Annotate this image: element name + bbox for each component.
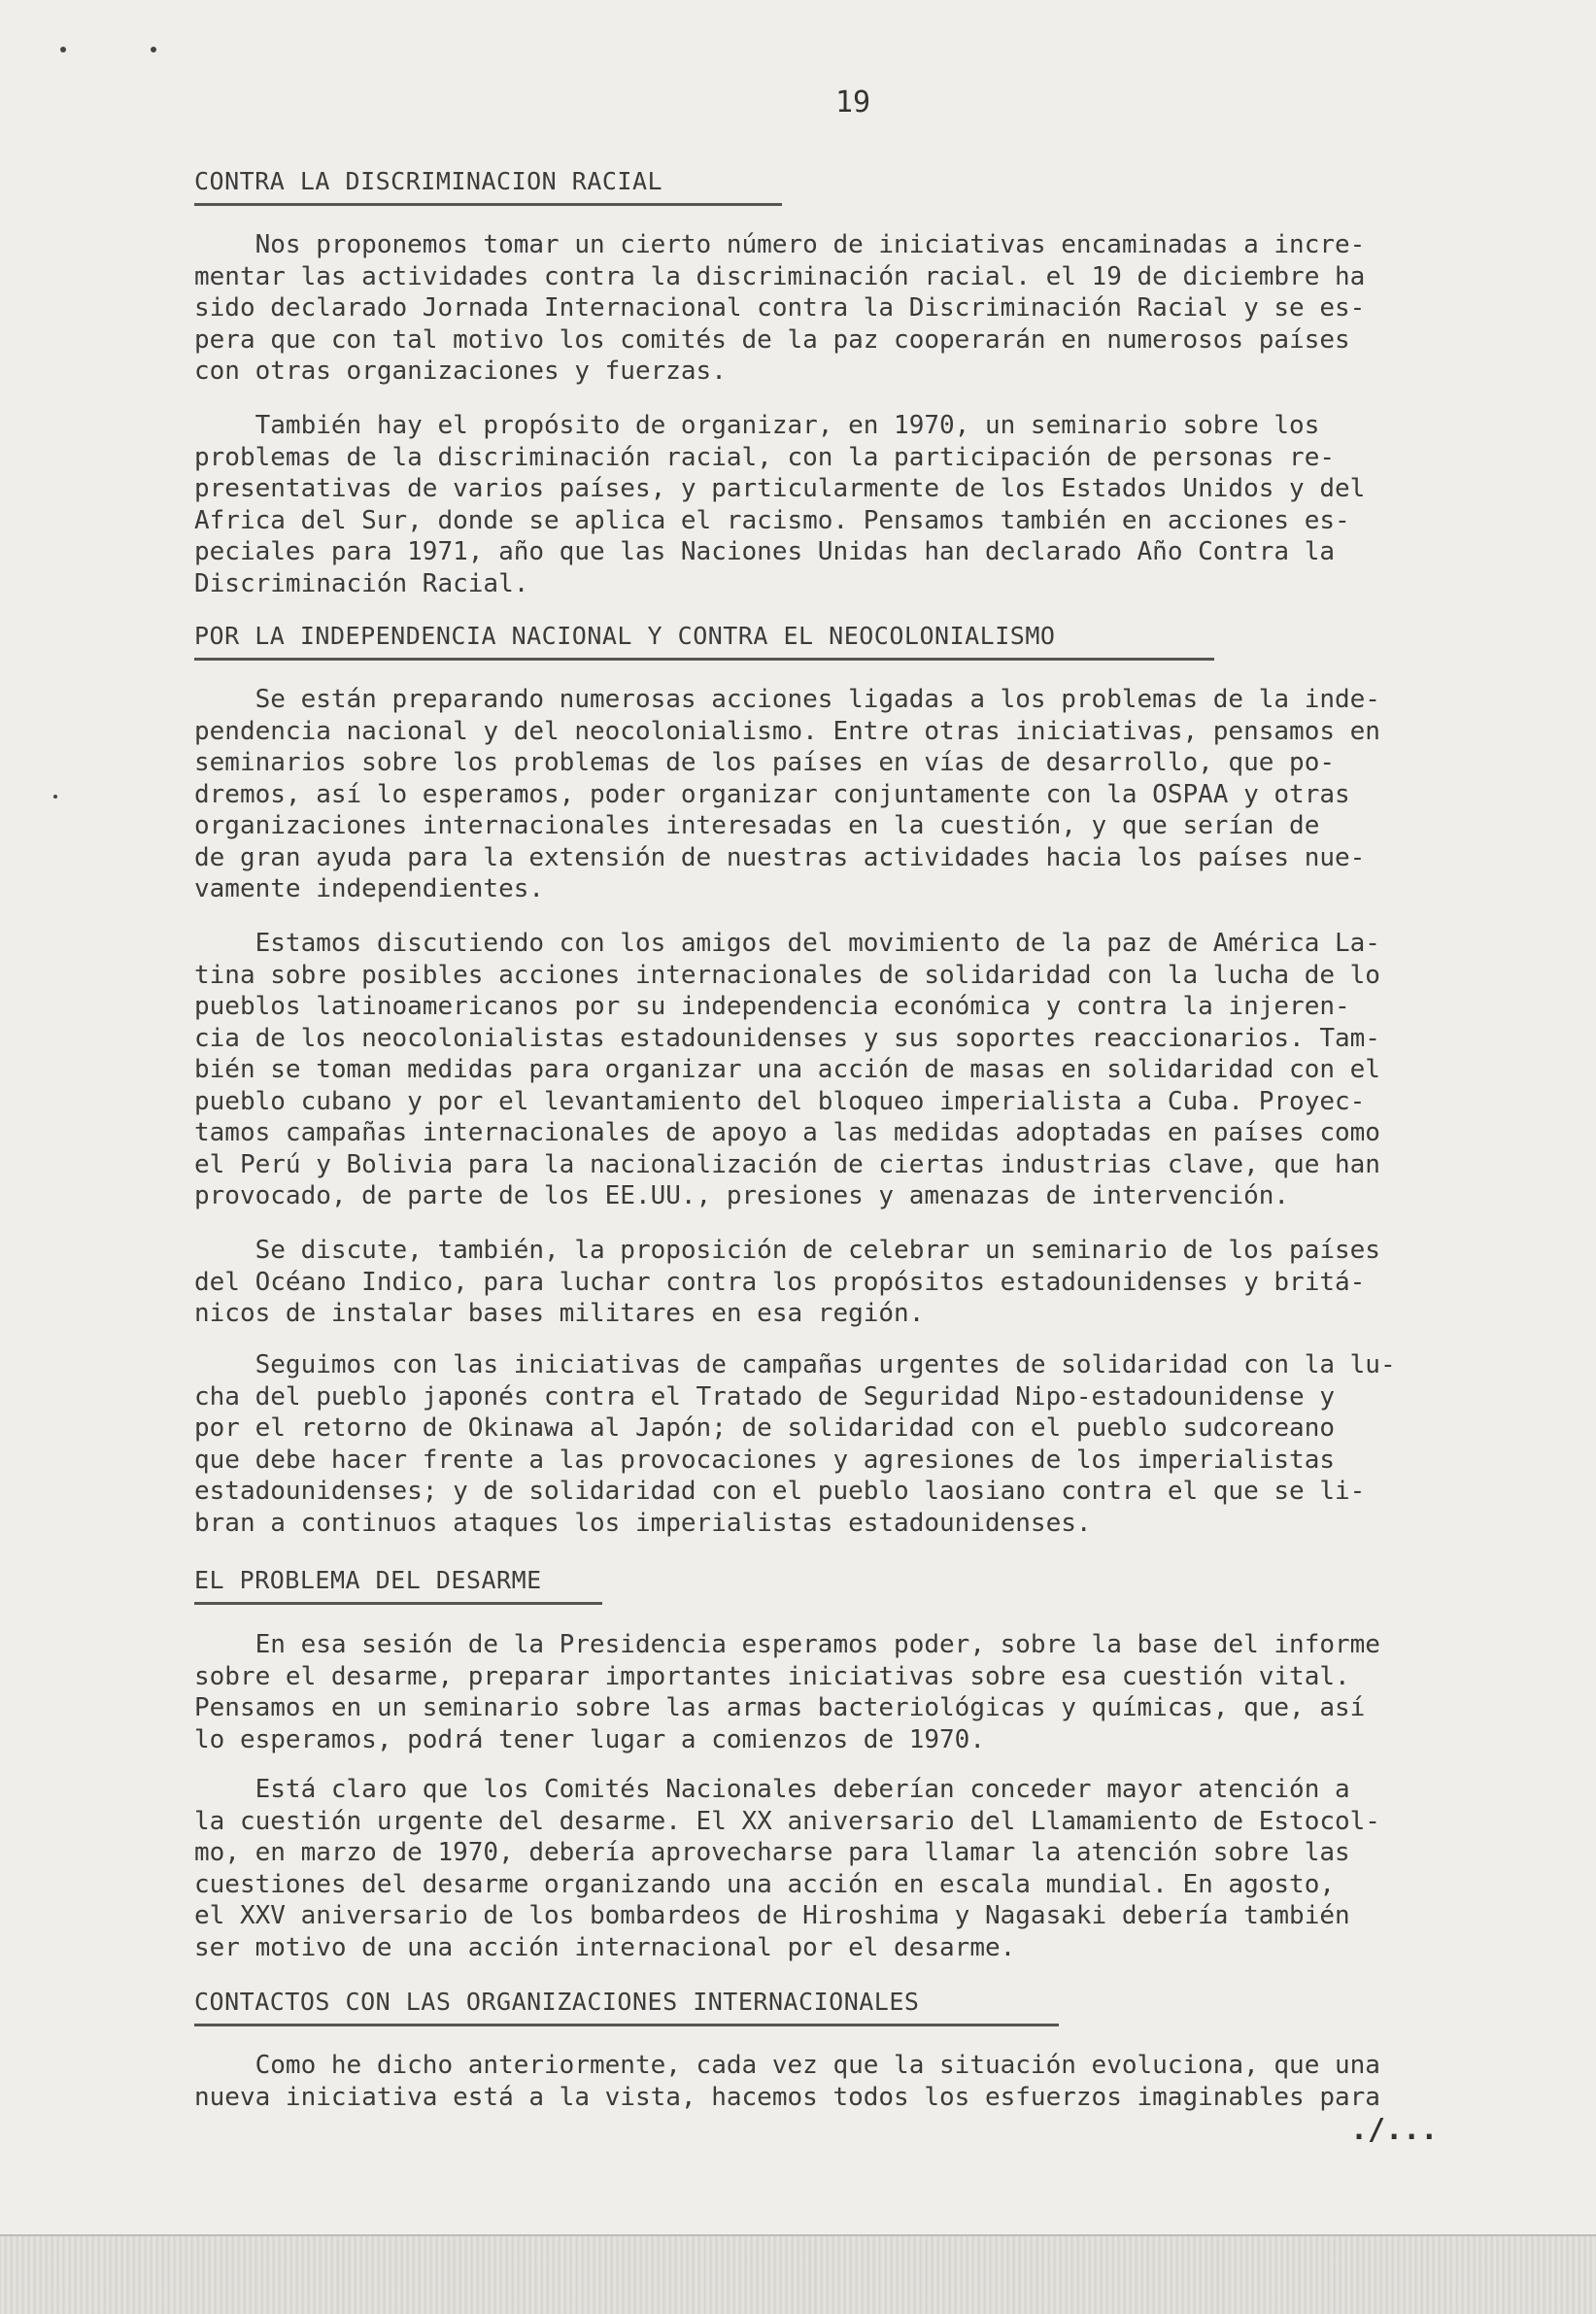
heading-underline <box>194 658 1214 661</box>
section-heading: EL PROBLEMA DEL DESARME <box>194 1566 542 1594</box>
section-heading: POR LA INDEPENDENCIA NACIONAL Y CONTRA EL NEOCOLONIALISMO <box>194 622 1056 650</box>
heading-underline <box>194 2024 1059 2026</box>
paragraph: Se están preparando numerosas acciones ligadas a los problemas de la inde- pendencia nacional y del neocolonialismo. Entre otras iniciativas, pensamos en seminarios sobre los problemas de los países en vías de desarrollo, que po- dremos, así lo esperamos, poder organizar conjuntamente con la OSPAA y otras organizaciones internacionales interesadas en la cuestión, y que serían de de gran ayuda para la extensión de nuestras actividades hacia los países nue- vamente independientes. <box>194 685 1380 903</box>
continuation-mark: ./... <box>1350 2113 1439 2147</box>
section-racial-discrimination <box>194 167 1589 206</box>
heading-underline <box>194 203 782 206</box>
paragraph: Como he dicho anteriormente, cada vez que la situación evoluciona, que una nueva iniciativa está a la vista, hacemos todos los esfuerzos imaginables para <box>194 2051 1380 2112</box>
page-number: 19 <box>835 85 871 119</box>
paragraph: En esa sesión de la Presidencia esperamos poder, sobre la base del informe sobre el desarme, preparar importantes iniciativas sobre esa cuestión vital. Pensamos en un seminario sobre las armas bacteriológicas y químicas, que, así lo esperamos, podrá tener lugar a comienzos de 1970. <box>194 1630 1380 1754</box>
section-international-contacts <box>194 1988 1589 2026</box>
paragraph: Seguimos con las iniciativas de campañas urgentes de solidaridad con la lu- cha del pueblo japonés contra el Tratado de Seguridad Nipo-estadounidense y por el retorno de Okinawa al Japón; de solidaridad con el pueblo sudcoreano que debe hacer frente a las provocaciones y agresiones de los imperialistas estadounidenses; y de solidaridad con el pueblo laosiano contra el que se li- bran a continuos ataques los imperialistas estadounidenses. <box>194 1350 1396 1538</box>
scan-speck <box>60 47 66 52</box>
section-heading: CONTACTOS CON LAS ORGANIZACIONES INTERNACIONALES <box>194 1988 920 2016</box>
paragraph: Se discute, también, la proposición de celebrar un seminario de los países del Océano Indico, para luchar contra los propósitos estadounidenses y britá- nicos de instalar bases militares en esa región. <box>194 1236 1380 1328</box>
scan-speck <box>53 795 57 799</box>
scan-edge-strip <box>0 2234 1596 2314</box>
section-disarmament <box>194 1566 1589 1605</box>
section-heading: CONTRA LA DISCRIMINACION RACIAL <box>194 167 663 195</box>
paragraph: Nos proponemos tomar un cierto número de iniciativas encaminadas a incre- mentar las actividades contra la discriminación racial. el 19 de diciembre ha sido declarado Jornada Internacional contra la Discriminación Racial y se es- pera que con tal motivo los comités de la paz cooperarán en numerosos países con otras organizaciones y fuerzas. <box>194 230 1366 386</box>
paragraph: Estamos discutiendo con los amigos del movimiento de la paz de América La- tina sobre posibles acciones internacionales de solidaridad con la lucha de lo pueblos latinoamericanos por su independencia económica y contra la injeren- cia de los neocolonialistas estadounidenses y sus soportes reaccionarios. Tam- bién se toman medidas para organizar una acción de masas en solidaridad con el pueblo cubano y por el levantamiento del bloqueo imperialista a Cuba. Proyec- tamos campañas internacionales de apoyo a las medidas adoptadas en países como el Perú y Bolivia para la nacionalización de ciertas industrias clave, que han provocado, de parte de los EE.UU., presiones y amenazas de intervención. <box>194 929 1380 1210</box>
paragraph: Está claro que los Comités Nacionales deberían conceder mayor atención a la cuestión urgente del desarme. El XX aniversario del Llamamiento de Estocol- mo, en marzo de 1970, debería aprovecharse para llamar la atención sobre las cuestiones del desarme organizando una acción en escala mundial. En agosto, el XXV aniversario de los bombardeos de Hiroshima y Nagasaki debería también ser motivo de una acción internacional por el desarme. <box>194 1775 1380 1962</box>
paragraph: También hay el propósito de organizar, en 1970, un seminario sobre los problemas de la discriminación racial, con la participación de personas re- presentativas de varios países, y particularmente de los Estados Unidos y del Africa del Sur, donde se aplica el racismo. Pensamos también en acciones es- peciales para 1971, año que las Naciones Unidas han declarado Año Contra la Discriminación Racial. <box>194 411 1366 598</box>
heading-underline <box>194 1602 602 1605</box>
scan-speck <box>151 47 156 52</box>
section-independence <box>194 622 1589 661</box>
